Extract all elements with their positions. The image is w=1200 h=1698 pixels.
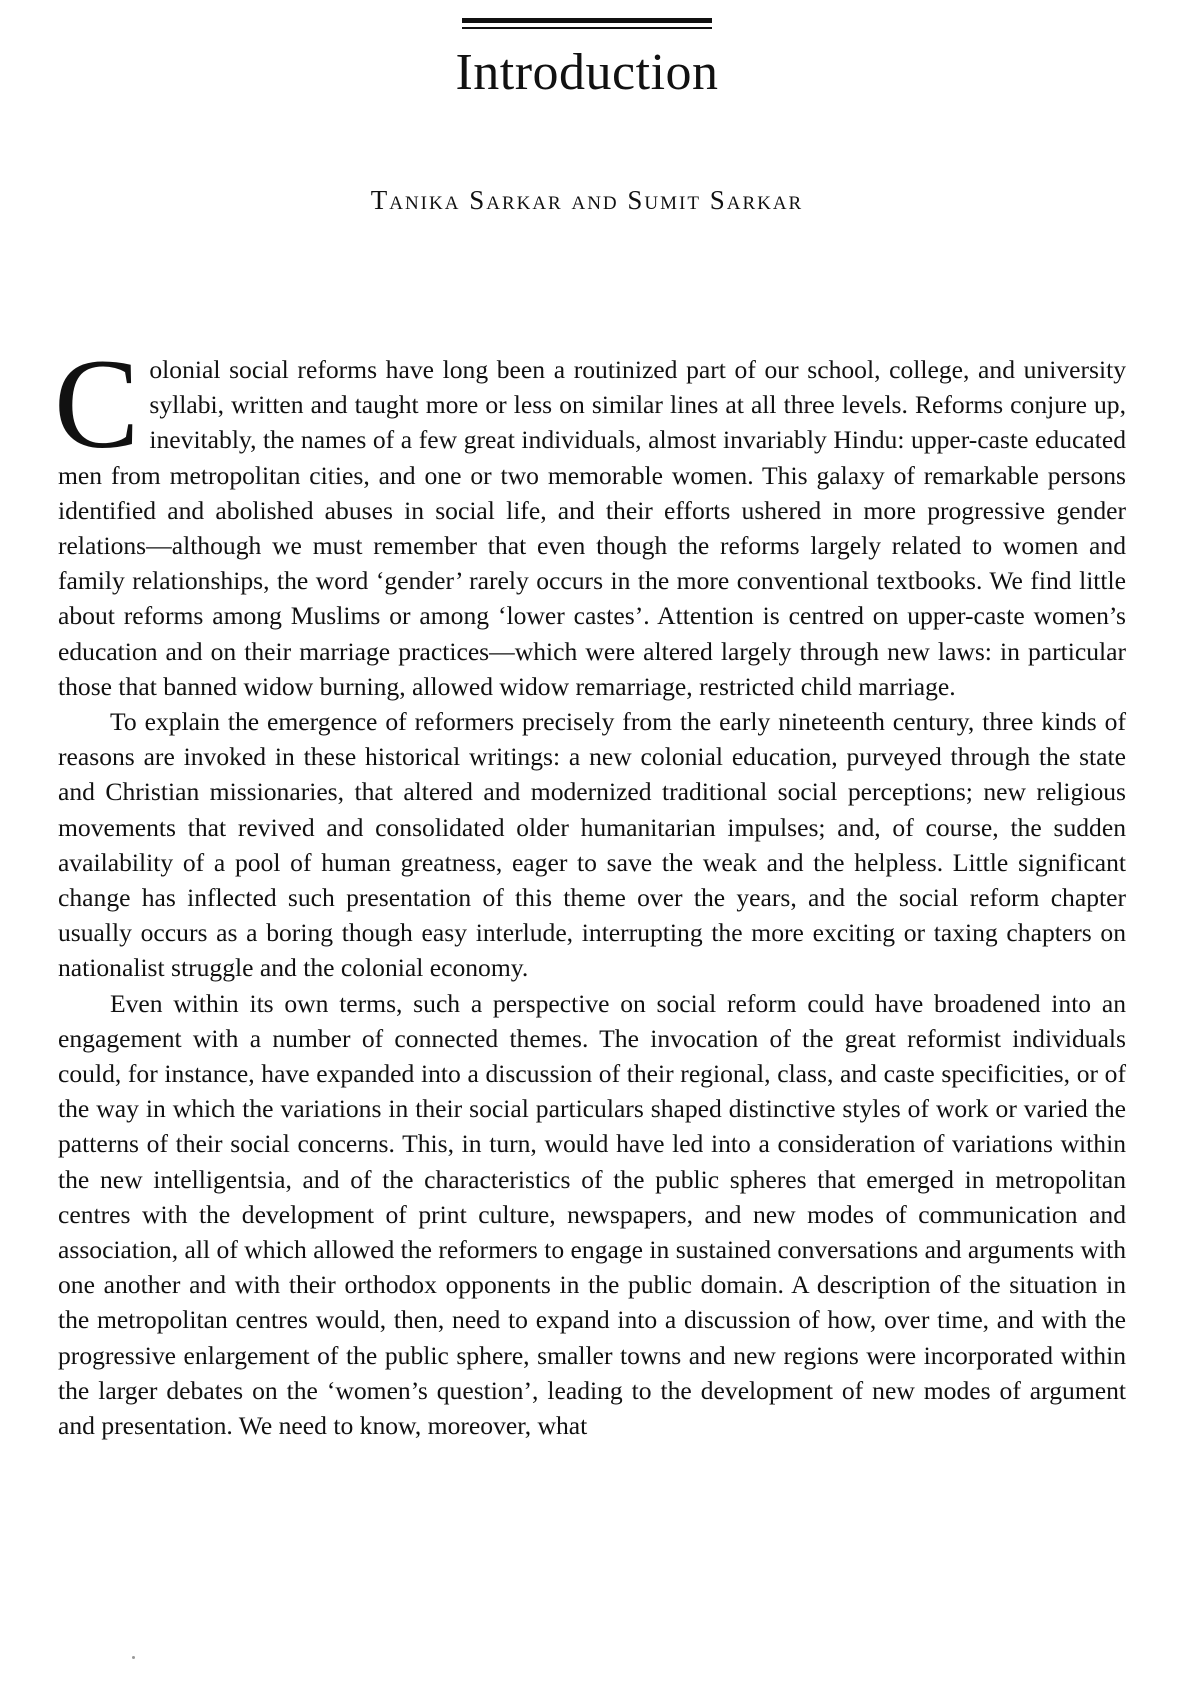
paragraph-2: To explain the emergence of reformers precisely from the early nineteenth century, three kinds of reasons are invoked in these historical writings: a new colonial education, purveyed through the state and Christian missionaries, that altered and modernized traditional social perceptions; new religious movements that revived and consolidated older humanitarian impulses; and, of course, the sudden availability of a pool of human greatness, eager to save the weak and the helpless. Little significant change has inflected such presentation of this theme over the years, and the social reform chapter usually occurs as a boring though easy interlude, interrupting the more exciting or taxing chapters on nationalist struggle and the colonial economy. [58,707,1126,983]
title-rule-thin [462,27,712,29]
chapter-title: Introduction [455,44,719,101]
paragraph-1-text: olonial social reforms have long been a routinized part of our school, college, and university syllabi, written and taught more or less on similar lines at all three levels. Reforms conjure up, inevitably, the names of a few great individuals, almost invariably Hindu: upper-caste educated men from metropolitan cities, and one or two memorable women. This galaxy of remarkable persons identified and abolished abuses in social life, and their efforts ushered in more progressive gender relations—although we must remember that even though the reforms largely related to women and family relationships, the word ‘gender’ rarely occurs in the more conventional textbooks. We find little about reforms among Muslims or among ‘lower castes’. Attention is centred on upper-caste women’s education and on their marriage practices—which were altered largely through new laws: in particular those that banned widow burning, allowed widow remarriage, restricted child marriage. [58,355,1126,701]
body-text [54,333,1126,1443]
paragraph-3: Even within its own terms, such a perspective on social reform could have broadened into an engagement with a number of connected themes. The invocation of the great reformist individuals could, for instance, have expanded into a discussion of their regional, class, and caste specificities, or of the way in which the variations in their social particulars shaped distinctive styles of work or varied the patterns of their social concerns. This, in turn, would have led into a consideration of variations within the new intelligentsia, and of the characteristics of the public spheres that emerged in metropolitan centres with the development of print culture, newspapers, and new modes of communication and association, all of which allowed the reformers to engage in sustained conversations and arguments with one another and with their orthodox opponents in the public domain. A description of the situation in the metropolitan centres would, then, need to expand into a discussion of how, over time, and with the progressive enlargement of the public sphere, smaller towns and new regions were incorporated within the larger debates on the ‘women’s question’, leading to the development of new modes of argument and presentation. We need to know, moreover, what [58,988,1126,1441]
scan-speck [132,1656,135,1659]
title-rule-thick [462,18,712,23]
drop-cap: C [54,333,140,475]
authors-byline: Tanika Sarkar and Sumit Sarkar [370,185,804,215]
paragraph-1 [54,333,1126,704]
